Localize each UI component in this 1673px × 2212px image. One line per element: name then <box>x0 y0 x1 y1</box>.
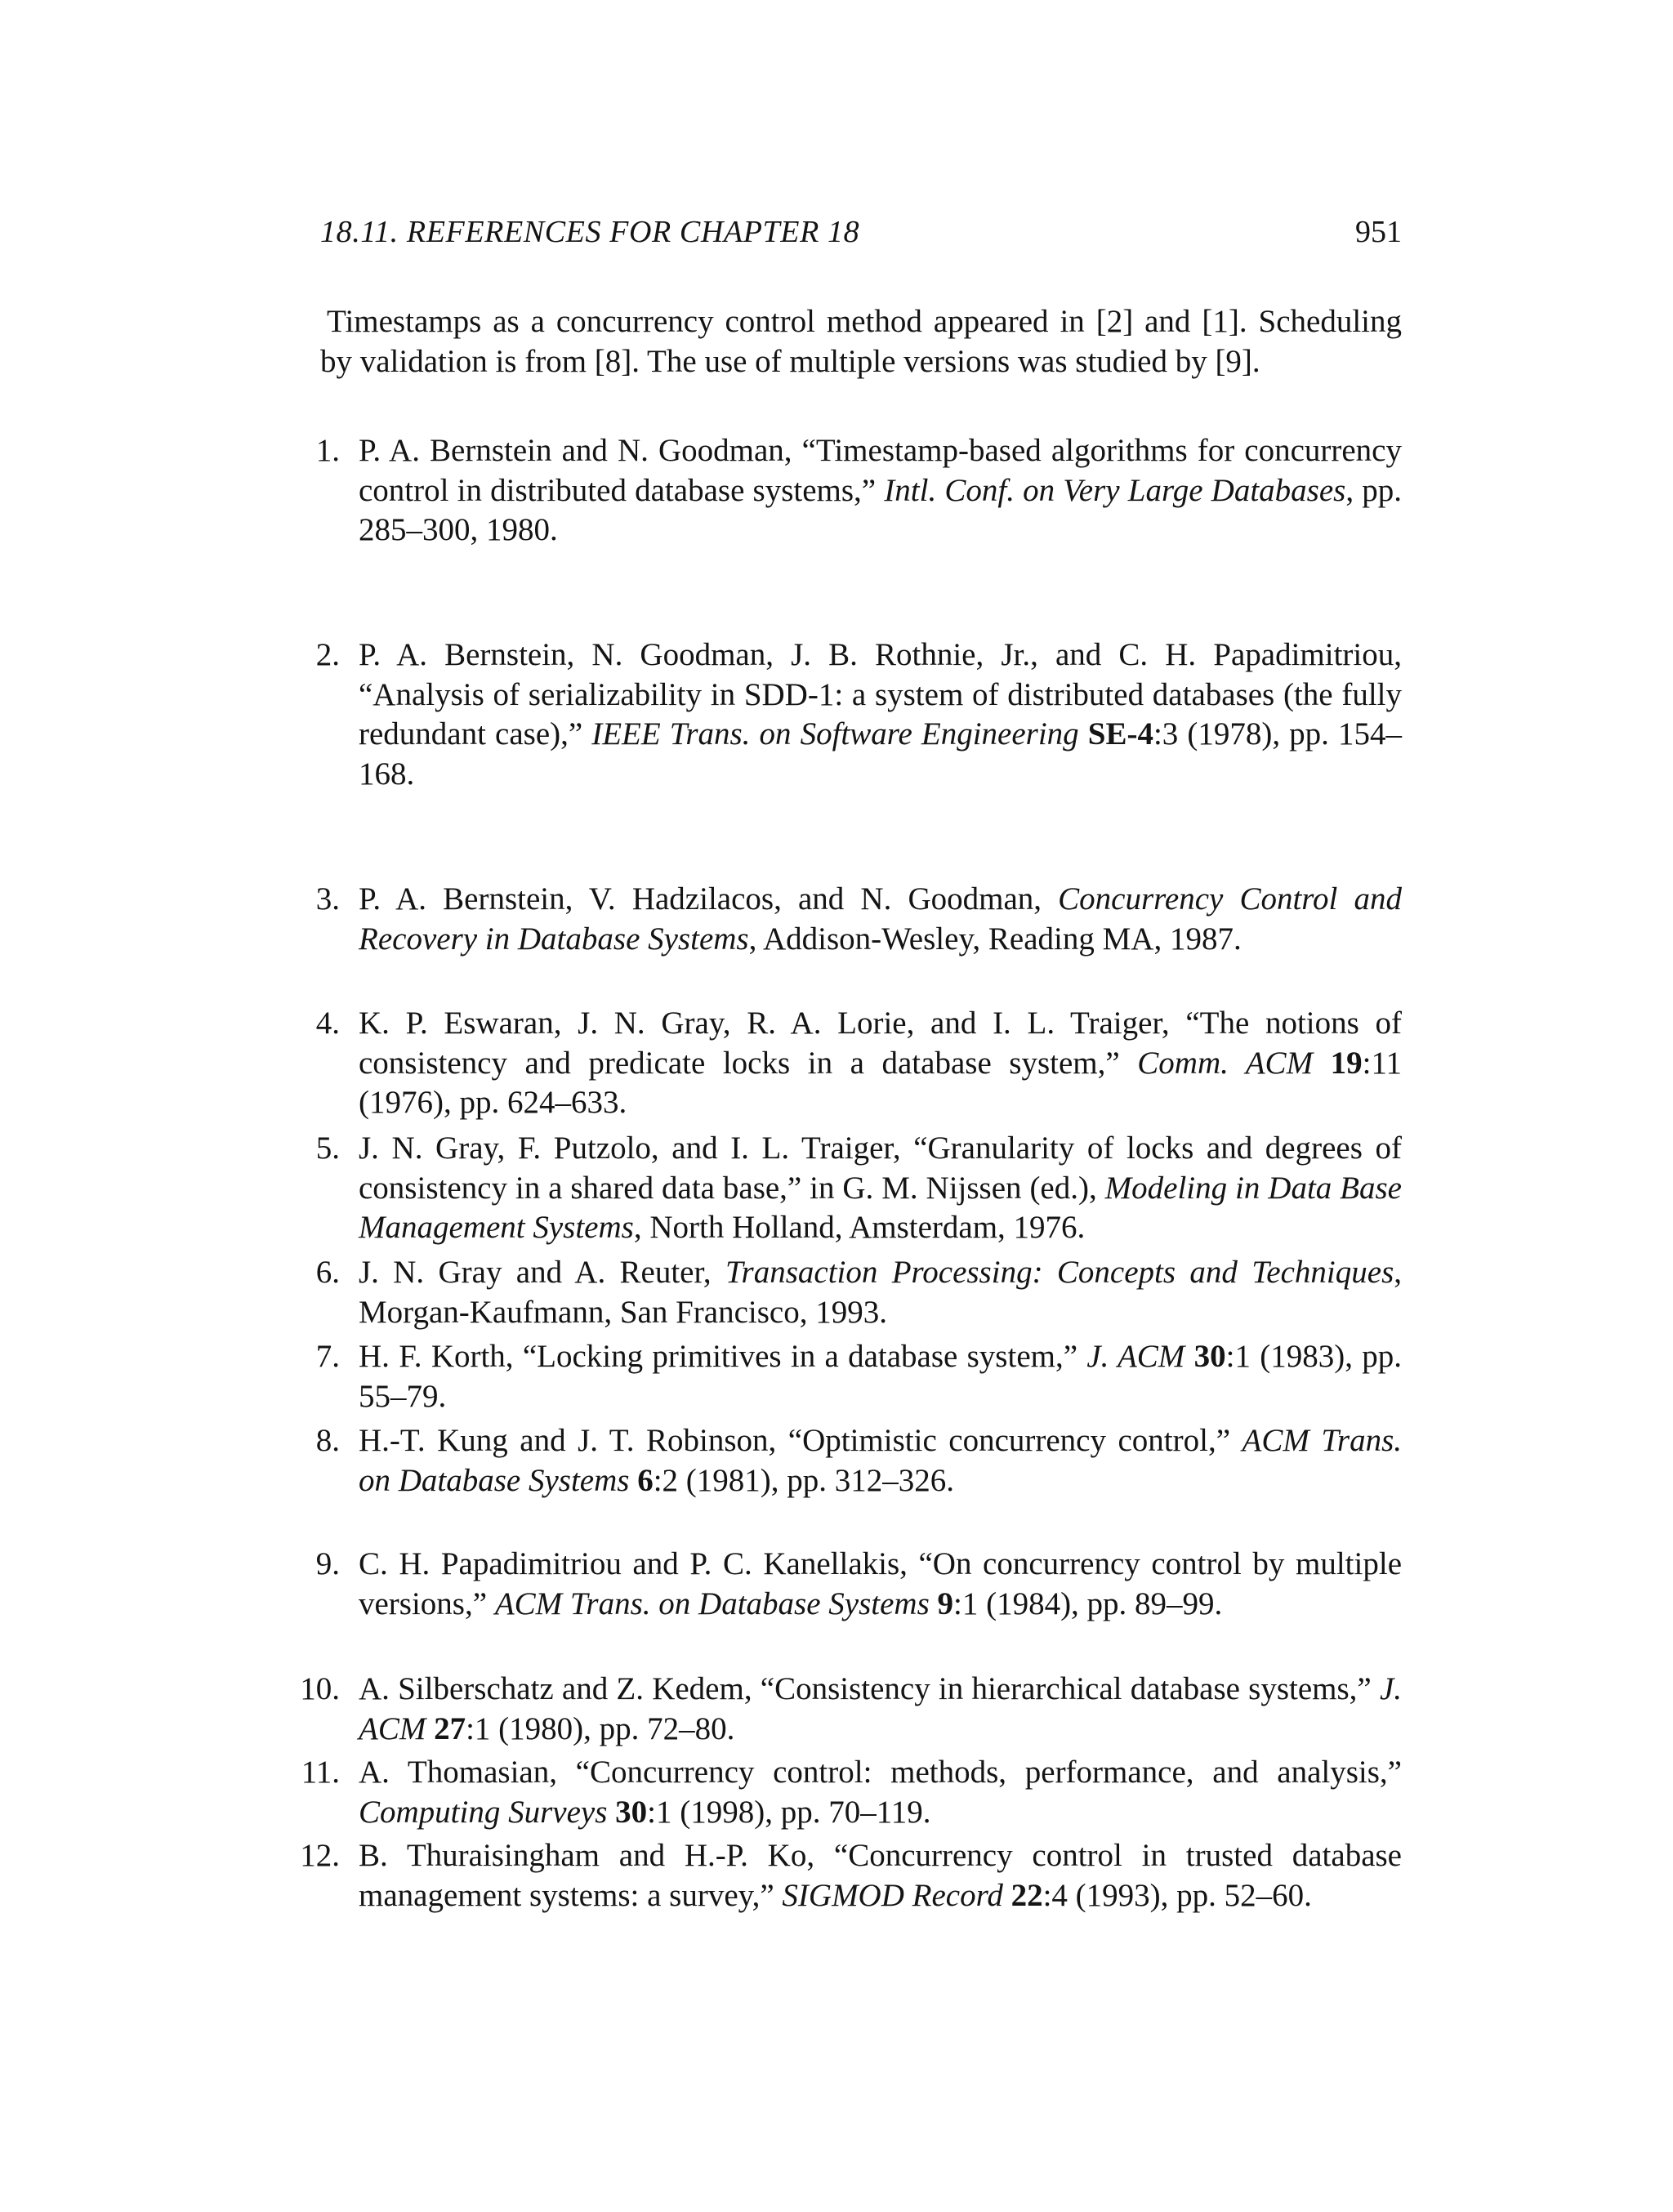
reference-number: 5. <box>315 1131 340 1166</box>
reference-publication-title: ACM Trans. on Database Systems <box>494 1585 930 1621</box>
reference-text <box>359 880 1402 959</box>
reference-number: 1. <box>315 433 340 468</box>
reference-number: 3. <box>315 881 340 916</box>
reference-publication-title: Modeling in Data Base Management Systems <box>359 1170 1402 1245</box>
reference-fragment <box>930 1586 938 1621</box>
reference-entry <box>315 1421 1403 1501</box>
reference-text <box>359 1253 1402 1332</box>
reference-text <box>359 1836 1402 1915</box>
reference-publication-title: IEEE Trans. on Software Engineering <box>591 716 1079 751</box>
reference-number: 2. <box>315 637 340 672</box>
reference-fragment: :11 (1976), pp. 624–633. <box>359 1045 1403 1120</box>
reference-text <box>359 636 1402 794</box>
reference-entry <box>315 431 1403 551</box>
reference-fragment: , North Holland, Amsterdam, 1976. <box>633 1210 1086 1245</box>
page-body <box>300 302 1403 1913</box>
reference-entry <box>315 1129 1402 1248</box>
reference-number: 8. <box>315 1423 340 1458</box>
reference-fragment: :1 (1998), pp. 70–119. <box>647 1794 931 1830</box>
reference-volume: 19 <box>1330 1045 1363 1081</box>
reference-fragment <box>1313 1046 1331 1081</box>
reference-fragment <box>607 1795 615 1830</box>
reference-entry <box>315 1545 1402 1624</box>
reference-number: 12. <box>300 1838 340 1873</box>
reference-fragment: , Morgan-Kaufmann, San Francisco, 1993. <box>359 1255 1402 1330</box>
reference-entry <box>300 1836 1402 1915</box>
reference-text <box>359 431 1402 551</box>
reference-volume: 6 <box>637 1462 654 1498</box>
reference-publication-title: SIGMOD Record <box>782 1877 1003 1913</box>
reference-volume: 27 <box>434 1710 466 1746</box>
reference-entry <box>300 1670 1402 1749</box>
reference-fragment <box>1003 1878 1011 1913</box>
reference-entry <box>315 1337 1403 1416</box>
reference-fragment: H. F. Korth, “Locking primitives in a database system,” <box>359 1339 1087 1374</box>
intro-paragraph: Timestamps as a concurrency control method appeared in [2] and [1]. Scheduling by validation is from [8]. The use of multiple versions was studied by [9]. <box>320 304 1402 379</box>
reference-fragment: P. A. Bernstein and N. Goodman, “Timestamp-based algorithms for concurrency control in distributed database systems,” <box>359 433 1402 508</box>
reference-text <box>359 1421 1402 1501</box>
reference-fragment: :3 (1978), pp. 154–168. <box>359 716 1402 792</box>
reference-fragment <box>426 1711 434 1746</box>
reference-number: 7. <box>315 1339 340 1374</box>
reference-fragment: J. N. Gray and A. Reuter, <box>359 1255 725 1290</box>
reference-fragment: :2 (1981), pp. 312–326. <box>653 1462 955 1498</box>
reference-volume: 22 <box>1010 1877 1043 1913</box>
running-title: 18.11. REFERENCES FOR CHAPTER 18 <box>320 215 860 249</box>
reference-publication-title: Computing Surveys <box>359 1794 608 1830</box>
reference-fragment: H.-T. Kung and J. T. Robinson, “Optimistic concurrency control,” <box>359 1423 1242 1458</box>
reference-publication-title: Concurrency Control and Recovery in Database Systems <box>359 881 1402 957</box>
reference-volume: 30 <box>615 1794 648 1830</box>
reference-number: 4. <box>315 1006 340 1041</box>
reference-fragment: :1 (1984), pp. 89–99. <box>953 1585 1223 1621</box>
reference-fragment: K. P. Eswaran, J. N. Gray, R. A. Lorie, and I. L. Traiger, “The notions of consistency and predicate locks in a database system,” <box>359 1006 1402 1081</box>
reference-fragment: A. Silberschatz and Z. Kedem, “Consistency in hierarchical database systems,” <box>359 1671 1380 1706</box>
reference-text <box>359 1670 1402 1749</box>
reference-volume: SE-4 <box>1087 716 1153 751</box>
reference-fragment: , pp. 285–300, 1980. <box>359 472 1403 547</box>
reference-fragment: C. H. Papadimitriou and P. C. Kanellakis, “On concurrency control by multiple versions,” <box>359 1546 1402 1621</box>
reference-publication-title: Intl. Conf. on Very Large Databases <box>884 472 1346 508</box>
reference-text <box>359 1753 1402 1832</box>
reference-number: 6. <box>315 1255 340 1290</box>
reference-entry <box>315 880 1402 959</box>
reference-fragment: P. A. Bernstein, V. Hadzilacos, and N. Goodman, <box>359 881 1059 916</box>
reference-number: 10. <box>300 1671 340 1706</box>
reference-fragment: A. Thomasian, “Concurrency control: methods, performance, and analysis,” <box>359 1755 1402 1790</box>
reference-fragment <box>629 1463 637 1498</box>
reference-entry <box>315 636 1402 794</box>
reference-volume: 9 <box>937 1585 953 1621</box>
reference-entry <box>315 1253 1402 1332</box>
reference-text <box>359 1129 1402 1248</box>
reference-publication-title: Comm. ACM <box>1137 1045 1314 1081</box>
reference-text <box>359 1004 1402 1123</box>
reference-fragment: :1 (1983), pp. 55–79. <box>359 1339 1403 1414</box>
reference-fragment: P. A. Bernstein, N. Goodman, J. B. Rothnie, Jr., and C. H. Papadimitriou, “Analysis of serializability in SDD-1: a system of distributed databases (the fully redundant case),” <box>359 637 1402 751</box>
reference-publication-title: ACM Trans. on Database Systems <box>359 1423 1403 1498</box>
reference-publication-title: Transaction Processing: Concepts and Techniques <box>725 1255 1394 1290</box>
reference-entry <box>315 1004 1403 1123</box>
reference-fragment: J. N. Gray, F. Putzolo, and I. L. Traiger, “Granularity of locks and degrees of consistency in a shared data base,” in G. M. Nijssen (ed.), <box>359 1131 1402 1206</box>
reference-fragment: :4 (1993), pp. 52–60. <box>1042 1877 1312 1913</box>
reference-number: 11. <box>301 1755 340 1790</box>
page-number: 951 <box>1355 215 1402 249</box>
reference-publication-title: J. ACM <box>1086 1339 1185 1374</box>
reference-fragment: :1 (1980), pp. 72–80. <box>466 1710 735 1746</box>
reference-fragment: , Addison-Wesley, Reading MA, 1987. <box>748 921 1242 957</box>
reference-entry <box>301 1753 1402 1832</box>
reference-fragment: B. Thuraisingham and H.-P. Ko, “Concurrency control in trusted database management systems: a survey,” <box>359 1838 1402 1913</box>
reference-fragment <box>1079 716 1088 751</box>
reference-publication-title: J. ACM <box>359 1671 1402 1746</box>
reference-number: 9. <box>315 1546 340 1581</box>
running-head <box>320 207 1402 256</box>
reference-volume: 30 <box>1193 1339 1226 1374</box>
reference-fragment <box>1184 1339 1193 1374</box>
reference-text <box>359 1545 1402 1624</box>
reference-text <box>359 1337 1402 1416</box>
